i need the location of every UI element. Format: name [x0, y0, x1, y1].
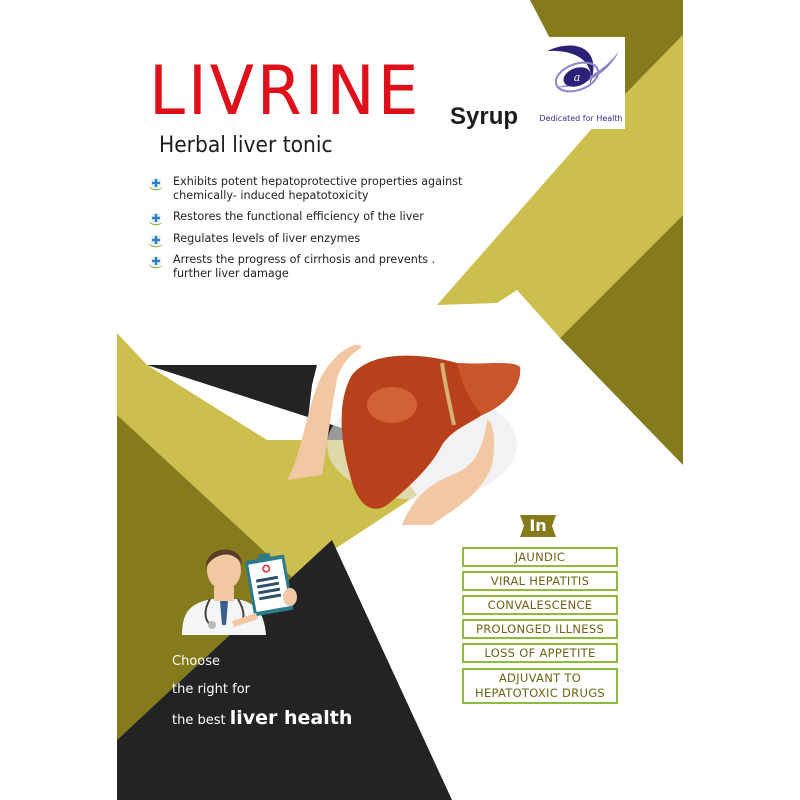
- benefit-text: Restores the functional efficiency of the liver: [173, 210, 424, 223]
- doctor-with-clipboard-illustration: [172, 535, 302, 635]
- indication-item-line: HEPATOTOXIC DRUGS: [474, 686, 606, 700]
- indication-item: [462, 668, 618, 704]
- indication-item: VIRAL HEPATITIS: [462, 571, 618, 591]
- benefit-item: [147, 175, 497, 202]
- poster: [117, 0, 683, 800]
- benefit-item: [147, 232, 497, 246]
- benefit-item: [147, 253, 497, 280]
- benefit-text: further liver damage: [173, 266, 289, 280]
- product-subtitle: Herbal liver tonic: [159, 133, 333, 158]
- svg-text:a: a: [573, 71, 581, 84]
- benefits-list: [147, 175, 497, 288]
- product-name: LIVRINE: [149, 52, 422, 131]
- tagline-line-1: Choose: [172, 654, 220, 669]
- plus-leaf-icon: [147, 232, 165, 250]
- tagline: [172, 648, 352, 735]
- logo-tagline: Dedicated for Health: [539, 114, 623, 123]
- product-form: Syrup: [450, 103, 519, 130]
- liver-in-hands-illustration: [282, 335, 532, 525]
- tagline-line-3-prefix: the best: [172, 713, 230, 728]
- benefit-text: chemically- induced hepatotoxicity: [173, 188, 369, 202]
- indication-item: JAUNDIC: [462, 547, 618, 567]
- indication-item: PROLONGED ILLNESS: [462, 619, 618, 639]
- tagline-line-2: the right for: [172, 682, 251, 697]
- benefit-text: Exhibits potent hepatoprotective properties against: [173, 175, 463, 188]
- company-logo: [537, 37, 625, 129]
- benefit-text: Regulates levels of liver enzymes: [173, 231, 361, 245]
- indication-item: LOSS OF APPETITE: [462, 643, 618, 663]
- tagline-emphasis: liver health: [229, 707, 353, 729]
- indications-badge-label: In: [529, 516, 547, 535]
- benefit-text: Arrests the progress of cirrhosis and prevents .: [173, 253, 436, 266]
- indication-item-line: ADJUVANT TO: [498, 671, 582, 685]
- plus-leaf-icon: [147, 175, 165, 193]
- benefit-item: [147, 210, 497, 224]
- indication-item: CONVALESCENCE: [462, 595, 618, 615]
- logo-swoosh-icon: [537, 37, 625, 112]
- plus-leaf-icon: [147, 253, 165, 271]
- plus-leaf-icon: [147, 210, 165, 228]
